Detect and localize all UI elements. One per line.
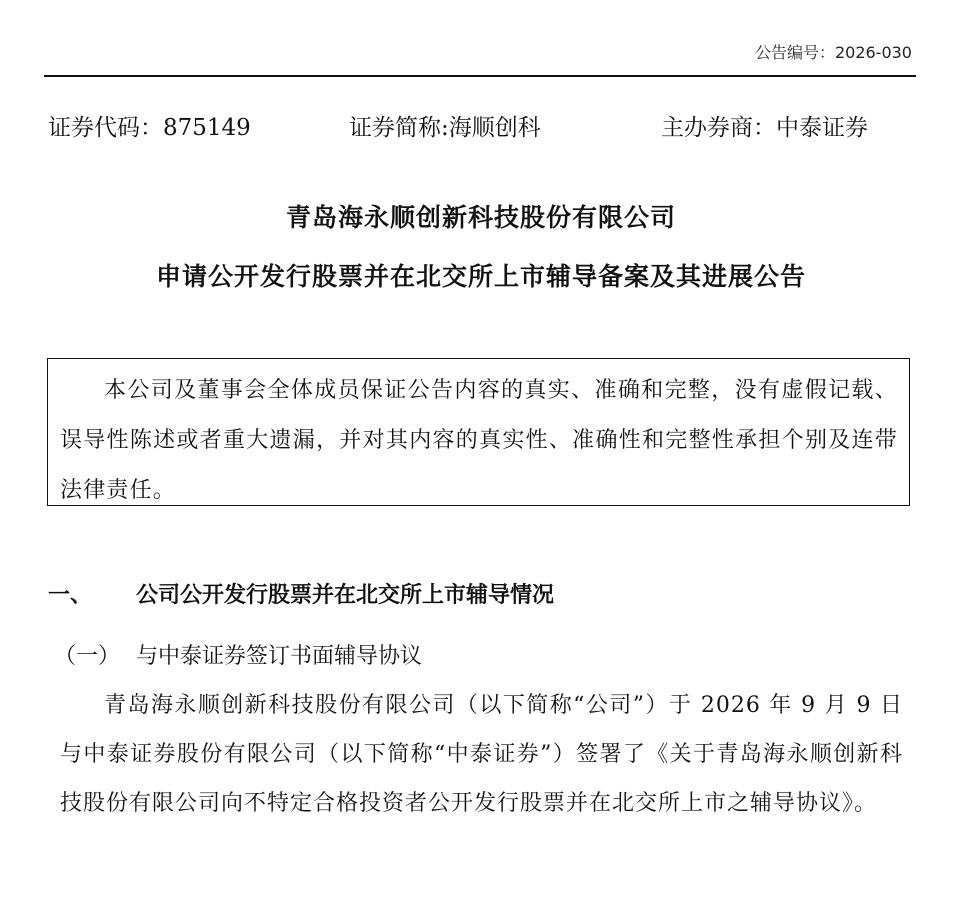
subsection-number: （一）	[54, 644, 121, 669]
statement-text: 本公司及董事会全体成员保证公告内容的真实、准确和完整，没有虚假记载、误导性陈述或者重大遗漏，并对其内容的真实性、准确性和完整性承担个别及连带法律责任。	[60, 378, 898, 503]
body-paragraph: 青岛海永顺创新科技股份有限公司（以下简称“公司”）于 2026 年 9 月 9 日与中泰证券股份有限公司（以下简称“中泰证券”）签署了《关于青岛海永顺创新科技股份有限公司向不特定合格投资者公开发行股票并在北交所上市之辅导协议》。	[60, 693, 903, 816]
announcement-title: 申请公开发行股票并在北交所上市辅导备案及其进展公告	[155, 262, 806, 291]
section-number: 一、	[48, 583, 93, 608]
subsection-title: 与中泰证券签订书面辅导协议	[136, 644, 423, 669]
security-info-row	[48, 109, 908, 141]
section-title: 公司公开发行股票并在北交所上市辅导情况	[136, 583, 555, 608]
sponsor-broker: 主办券商：中泰证券	[661, 115, 868, 141]
statement-box	[47, 358, 910, 506]
announcement-number: 公告编号：2026-030	[754, 43, 912, 62]
security-code: 证券代码：875149	[48, 115, 251, 141]
security-short-name: 证券简称:海顺创科	[349, 115, 541, 141]
header-rule	[44, 75, 916, 77]
company-title: 青岛海永顺创新科技股份有限公司	[285, 203, 676, 232]
